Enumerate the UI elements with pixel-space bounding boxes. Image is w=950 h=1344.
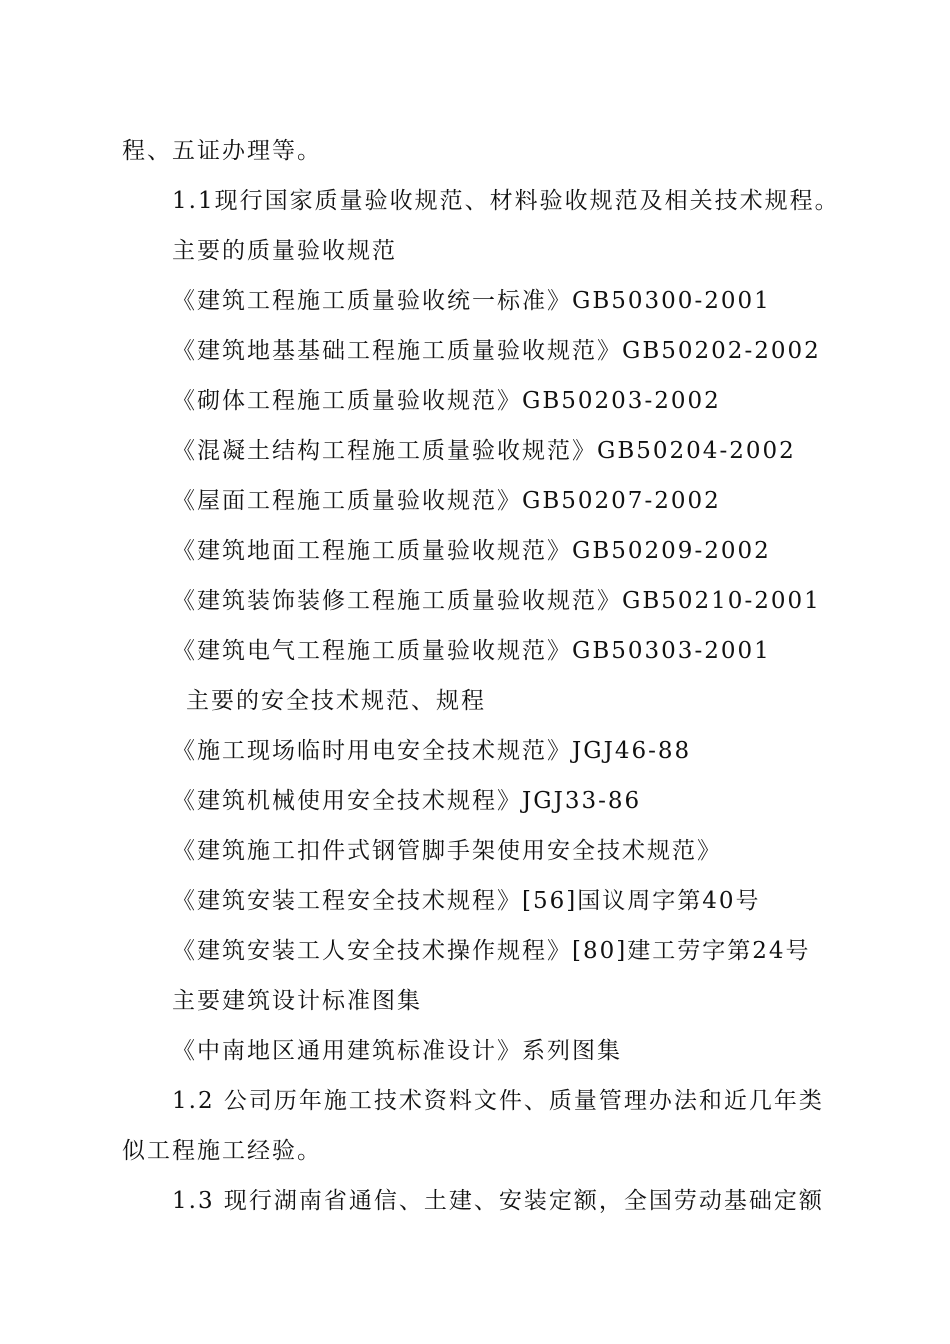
text-line: 似工程施工经验。 — [122, 1138, 322, 1164]
text-line: 程、五证办理等。 — [122, 138, 322, 164]
text-line: 主要的安全技术规范、规程 — [186, 688, 486, 714]
text-line: 主要的质量验收规范 — [172, 238, 397, 264]
text-line: 1.1现行国家质量验收规范、材料验收规范及相关技术规程。 — [172, 188, 840, 214]
text-line: 1.3 现行湖南省通信、土建、安装定额，全国劳动基础定额 — [172, 1188, 824, 1214]
text-line: 《建筑电气工程施工质量验收规范》GB50303-2001 — [172, 638, 771, 664]
text-line: 主要建筑设计标准图集 — [172, 988, 422, 1014]
text-line: 《中南地区通用建筑标准设计》系列图集 — [172, 1038, 622, 1064]
text-line: 《建筑工程施工质量验收统一标准》GB50300-2001 — [172, 288, 771, 314]
text-line: 《建筑机械使用安全技术规程》JGJ33-86 — [172, 788, 642, 814]
text-line: 《砌体工程施工质量验收规范》GB50203-2002 — [172, 388, 721, 414]
text-line: 《建筑安装工人安全技术操作规程》[80]建工劳字第24号 — [172, 938, 811, 964]
text-line: 《建筑地基基础工程施工质量验收规范》GB50202-2002 — [172, 338, 821, 364]
text-line: 《建筑装饰装修工程施工质量验收规范》GB50210-2001 — [172, 588, 821, 614]
text-line: 《建筑安装工程安全技术规程》[56]国议周字第40号 — [172, 888, 761, 914]
text-line: 《建筑施工扣件式钢管脚手架使用安全技术规范》 — [172, 838, 722, 864]
text-line: 《施工现场临时用电安全技术规范》JGJ46-88 — [172, 738, 692, 764]
text-line: 《混凝土结构工程施工质量验收规范》GB50204-2002 — [172, 438, 796, 464]
text-line: 1.2 公司历年施工技术资料文件、质量管理办法和近几年类 — [172, 1088, 824, 1114]
text-line: 《屋面工程施工质量验收规范》GB50207-2002 — [172, 488, 721, 514]
text-line: 《建筑地面工程施工质量验收规范》GB50209-2002 — [172, 538, 771, 564]
